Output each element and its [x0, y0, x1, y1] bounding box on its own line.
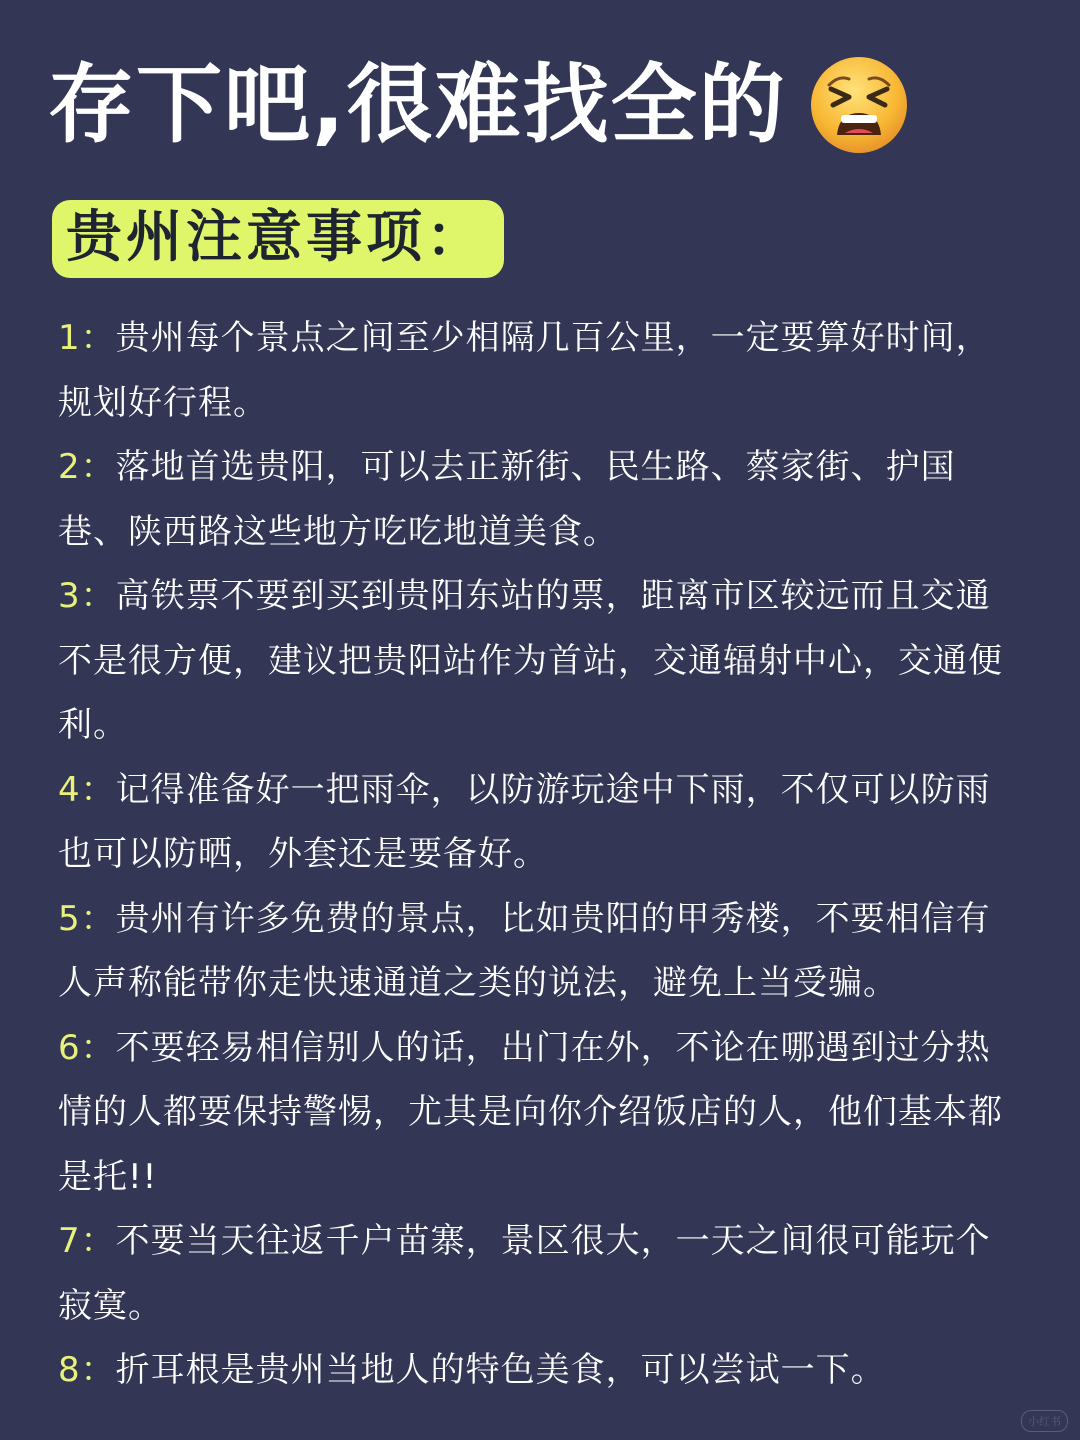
- tip-text: 不要当天往返千户苗寨，景区很大，一天之间很可能玩个寂寞。: [58, 1221, 991, 1326]
- tip-number: 1：: [58, 318, 116, 358]
- tip-text: 落地首选贵阳，可以去正新街、民生路、蔡家街、护国巷、陕西路这些地方吃吃地道美食。: [58, 447, 956, 552]
- tip-item: [58, 306, 1018, 435]
- tip-text: 不要轻易相信别人的话，出门在外，不论在哪遇到过分热情的人都要保持警惕，尤其是向你介绍饭店的人，他们基本都是托!!: [58, 1027, 1003, 1197]
- title-text: 存下吧,很难找全的: [48, 55, 787, 155]
- tip-item: [58, 1338, 1018, 1403]
- subtitle-text: 贵州注意事项：: [66, 205, 486, 270]
- tip-number: 2：: [58, 447, 116, 487]
- tip-number: 7：: [58, 1221, 116, 1261]
- tired-face-icon: [809, 55, 909, 155]
- tip-number: 5：: [58, 898, 116, 939]
- tip-number: 6：: [58, 1027, 116, 1068]
- page-title: [48, 50, 909, 160]
- tip-text: 贵州每个景点之间至少相隔几百公里，一定要算好时间，规划好行程。: [58, 318, 991, 423]
- tip-number: 3：: [58, 576, 116, 616]
- tip-item: [58, 758, 1018, 887]
- watermark: 小红书: [1021, 1410, 1068, 1432]
- tip-number: 4：: [58, 769, 116, 810]
- tip-item: [58, 564, 1018, 758]
- tip-item: [58, 435, 1018, 564]
- tip-number: 8：: [58, 1350, 116, 1390]
- tips-list: [58, 306, 1018, 1403]
- tip-text: 高铁票不要到买到贵阳东站的票，距离市区较远而且交通不是很方便，建议把贵阳站作为首站，交通辐射中心，交通便利。: [58, 576, 1003, 745]
- tip-text: 折耳根是贵州当地人的特色美食，可以尝试一下。: [115, 1350, 886, 1390]
- tip-text: 记得准备好一把雨伞，以防游玩途中下雨，不仅可以防雨也可以防晒，外套还是要备好。: [58, 769, 991, 874]
- tip-text: 贵州有许多免费的景点，比如贵阳的甲秀楼，不要相信有人声称能带你走快速通道之类的说法，避免上当受骗。: [58, 898, 991, 1003]
- tip-item: [58, 1016, 1018, 1210]
- tip-item: [58, 887, 1018, 1016]
- subtitle-badge: [52, 200, 504, 278]
- tip-item: [58, 1209, 1018, 1338]
